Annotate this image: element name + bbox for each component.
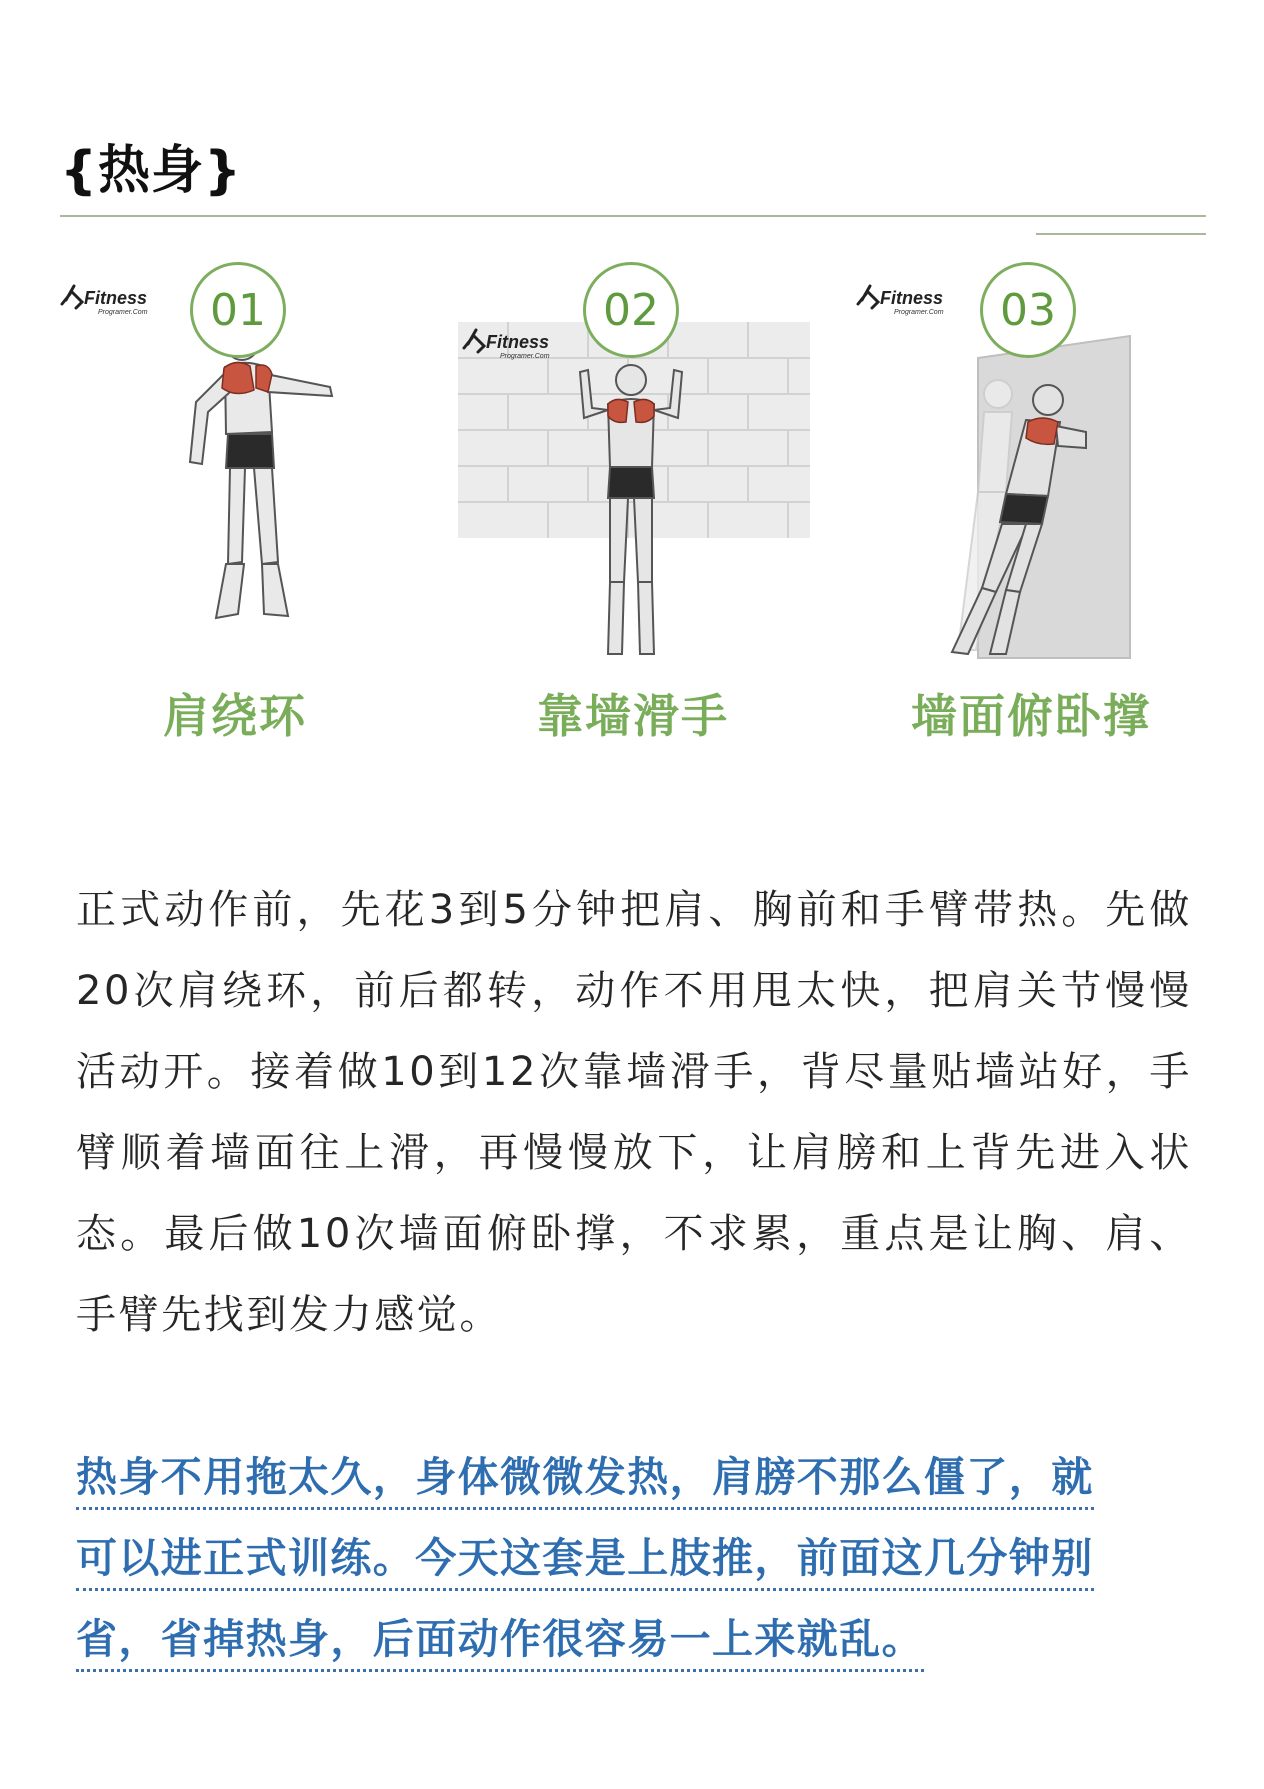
logo-sub: Programer.Com (500, 353, 550, 360)
logo-brand: Fitness (84, 288, 148, 308)
warmup-tip-line: 省，省掉热身，后面动作很容易一上来就乱。 (76, 1615, 924, 1672)
warmup-tip (76, 1437, 1192, 1680)
logo-sub: Programer.Com (894, 309, 944, 316)
title-divider-short (1036, 233, 1206, 235)
exercise-name: 靠墙滑手 (537, 689, 729, 743)
exercise-card-shoulder-circles (40, 262, 430, 762)
title-divider (60, 215, 1206, 217)
warmup-description: 正式动作前，先花3到5分钟把肩、胸前和手臂带热。先做20次肩绕环，前后都转，动作不用甩太快，把肩关节慢慢活动开。接着做10到12次靠墙滑手，背尽量贴墙站好，手臂顺着墙面往上滑，再慢慢放下，让肩膀和上背先进入状态。最后做10次墙面俯卧撑，不求累，重点是让胸、肩、手臂先找到发力感觉。 (76, 887, 1192, 1338)
exercise-number-badge: 03 (980, 262, 1076, 358)
exercise-card-wall-pushups (836, 262, 1226, 762)
page-title: {热身} (60, 141, 243, 201)
logo-sub: Programer.Com (98, 309, 148, 316)
logo-brand: Fitness (880, 288, 944, 308)
fitness-logo (858, 286, 944, 316)
logo-brand: Fitness (486, 332, 550, 352)
exercise-name: 肩绕环 (163, 689, 307, 743)
warmup-tip-line: 可以进正式训练。今天这套是上肢推，前面这几分钟别 (76, 1534, 1094, 1591)
warmup-tip-line: 热身不用拖太久，身体微微发热，肩膀不那么僵了，就 (76, 1453, 1094, 1510)
exercise-number-badge: 01 (190, 262, 286, 358)
exercise-card-wall-slides (438, 262, 828, 762)
exercise-number-badge: 02 (583, 262, 679, 358)
exercise-name: 墙面俯卧撑 (911, 689, 1151, 743)
fitness-logo (62, 286, 148, 316)
